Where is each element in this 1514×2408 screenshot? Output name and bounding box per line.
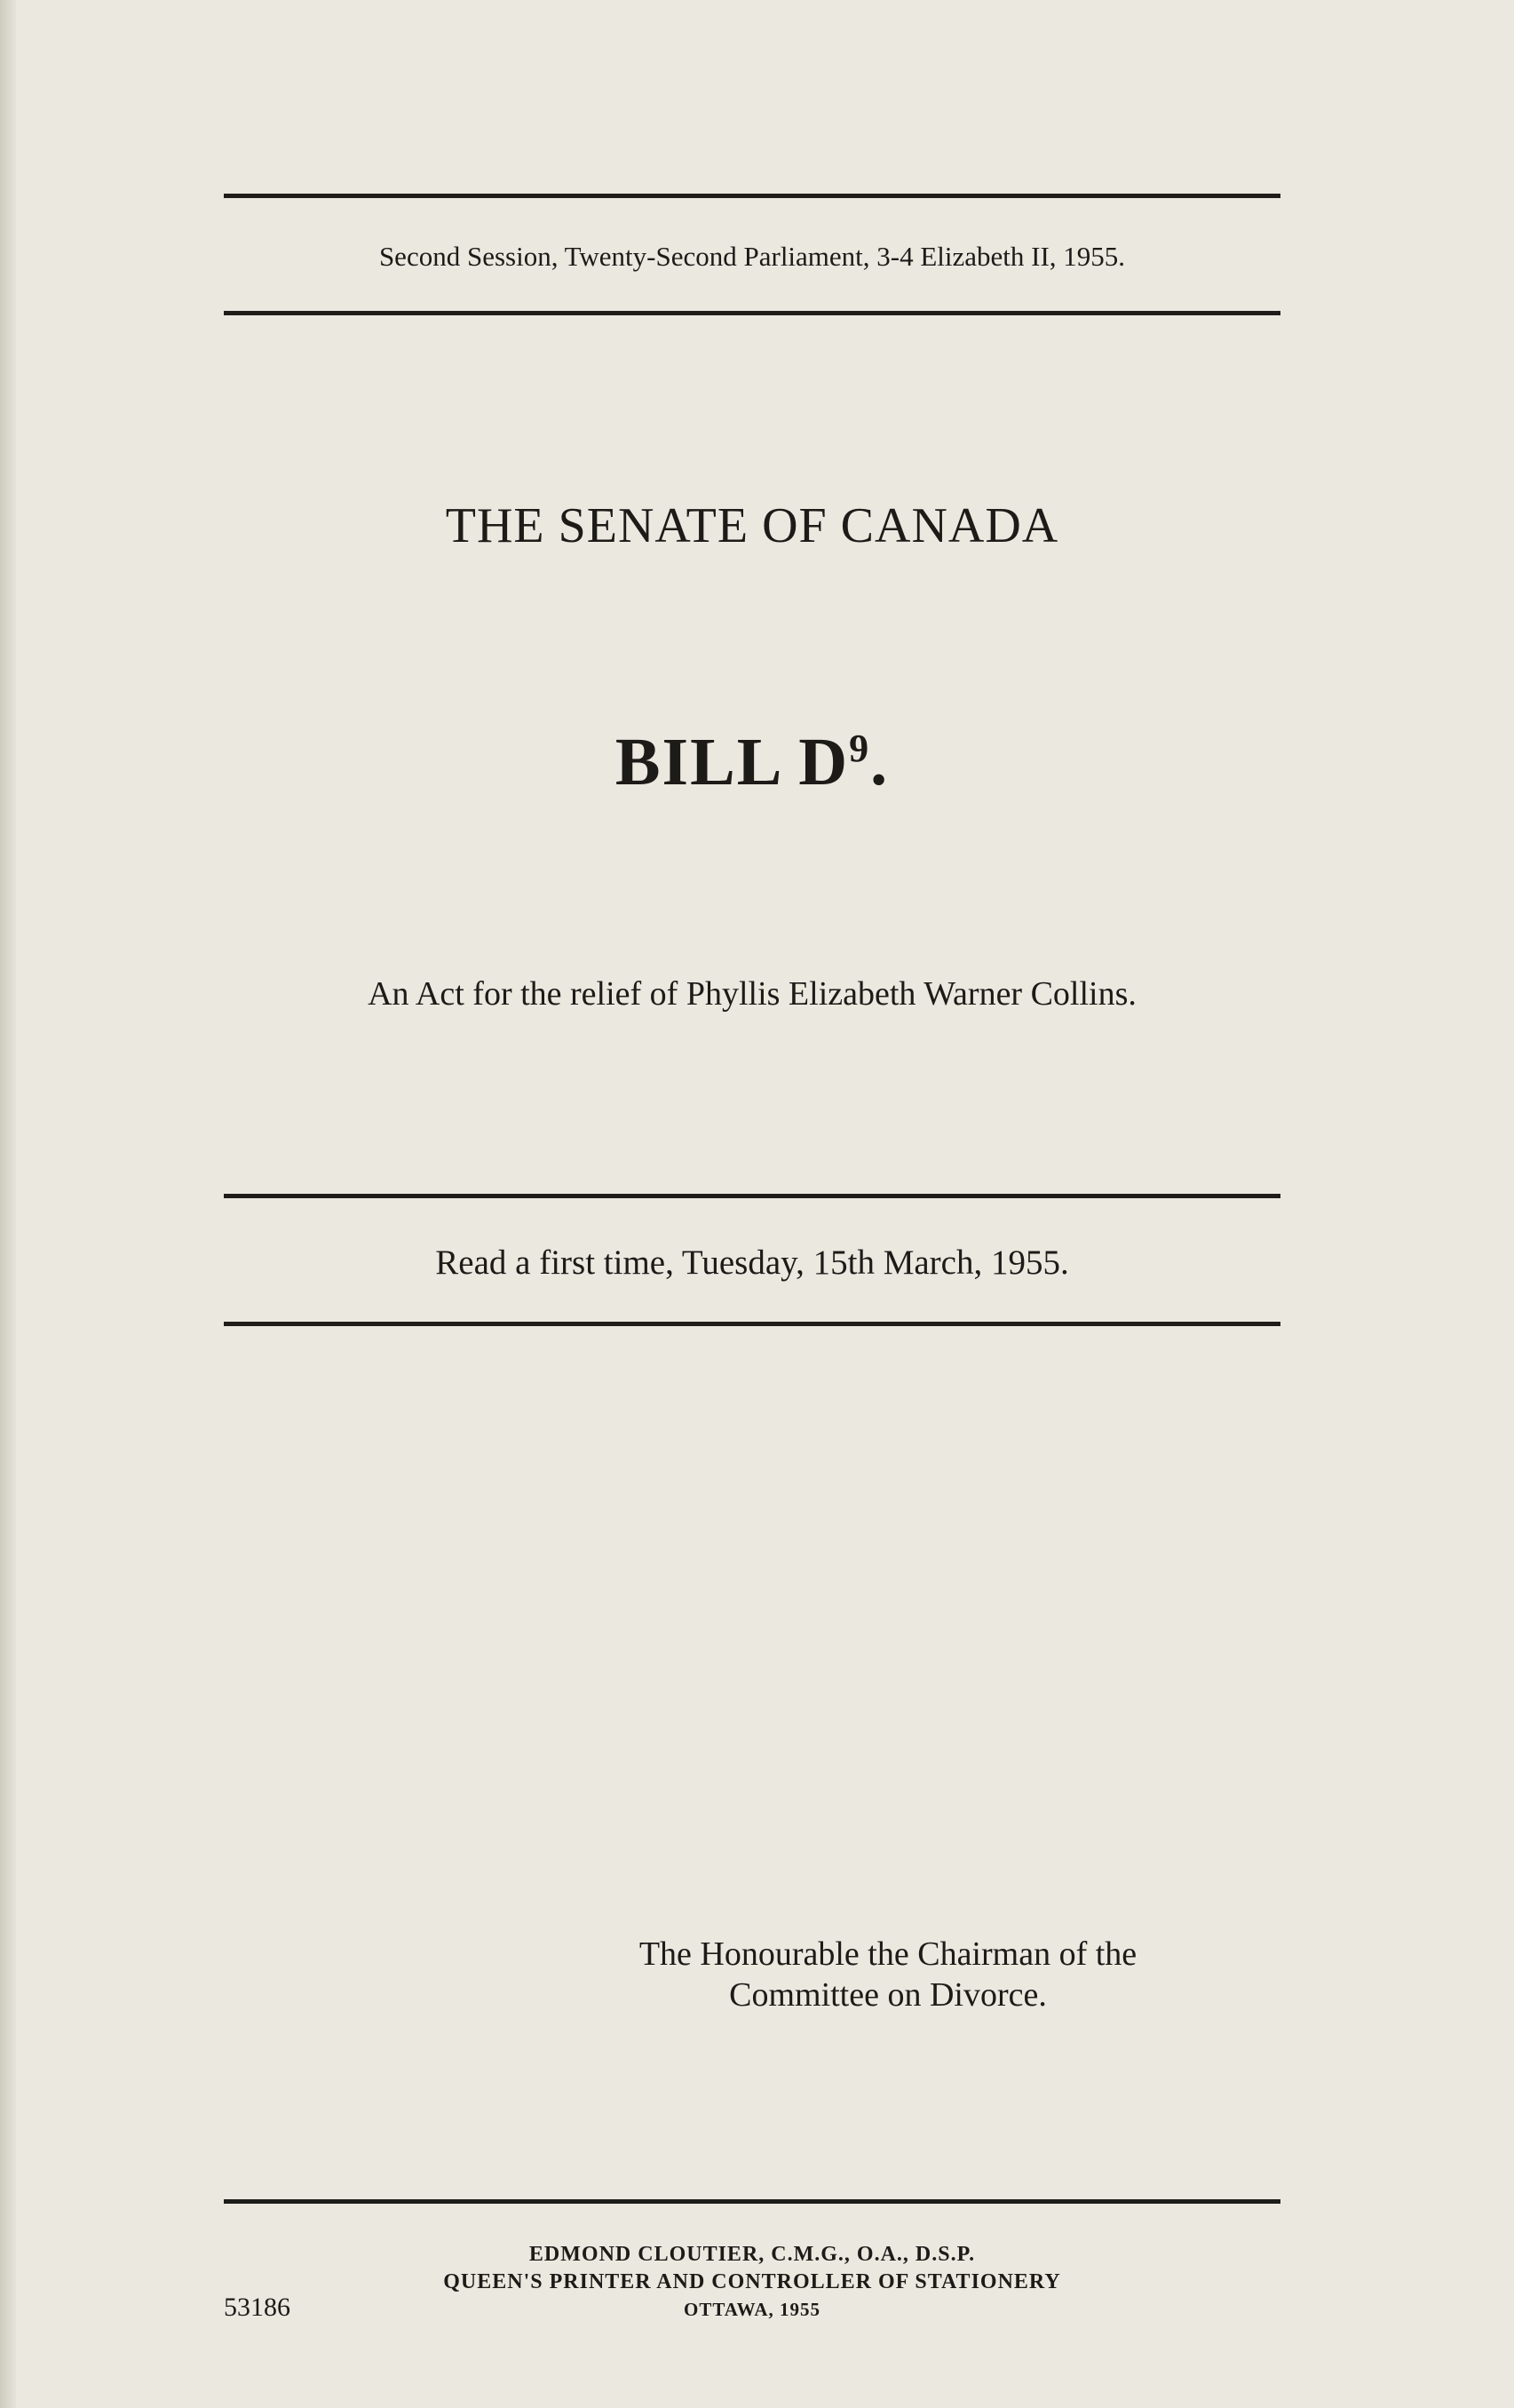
sponsor-line-2: Committee on Divorce.: [729, 1976, 1047, 2014]
top-rule: [224, 194, 1280, 198]
act-title: An Act for the relief of Phyllis Elizabeth Warner Collins.: [368, 975, 1137, 1013]
house-heading: THE SENATE OF CANADA: [445, 498, 1059, 553]
bill-title-period: .: [870, 725, 890, 799]
bill-title-text: BILL D: [614, 725, 850, 799]
bill-number-superscript: 9: [849, 727, 871, 770]
printer-line-1: EDMOND CLOUTIER, C.M.G., O.A., D.S.P.: [528, 2243, 976, 2266]
printer-line-3: OTTAWA, 1955: [684, 2299, 820, 2320]
sponsor-block: [533, 1934, 1243, 2015]
session-bottom-rule: [224, 311, 1280, 315]
sponsor-line-1: The Honourable the Chairman of the: [638, 1935, 1137, 1973]
reading-bottom-rule: [224, 1322, 1280, 1326]
printer-top-rule: [224, 2199, 1280, 2204]
reading-top-rule: [224, 1194, 1280, 1198]
printer-imprint: [224, 2241, 1280, 2324]
first-reading-line: Read a first time, Tuesday, 15th March, 1955.: [435, 1244, 1069, 1282]
session-line: Second Session, Twenty-Second Parliament, 3-4 Elizabeth II, 1955.: [378, 241, 1126, 272]
printer-line-2: QUEEN'S PRINTER AND CONTROLLER OF STATIONERY: [443, 2270, 1061, 2293]
bill-title: [224, 724, 1280, 801]
print-number: 53186: [224, 2293, 290, 2322]
page-edge: [0, 0, 16, 2408]
